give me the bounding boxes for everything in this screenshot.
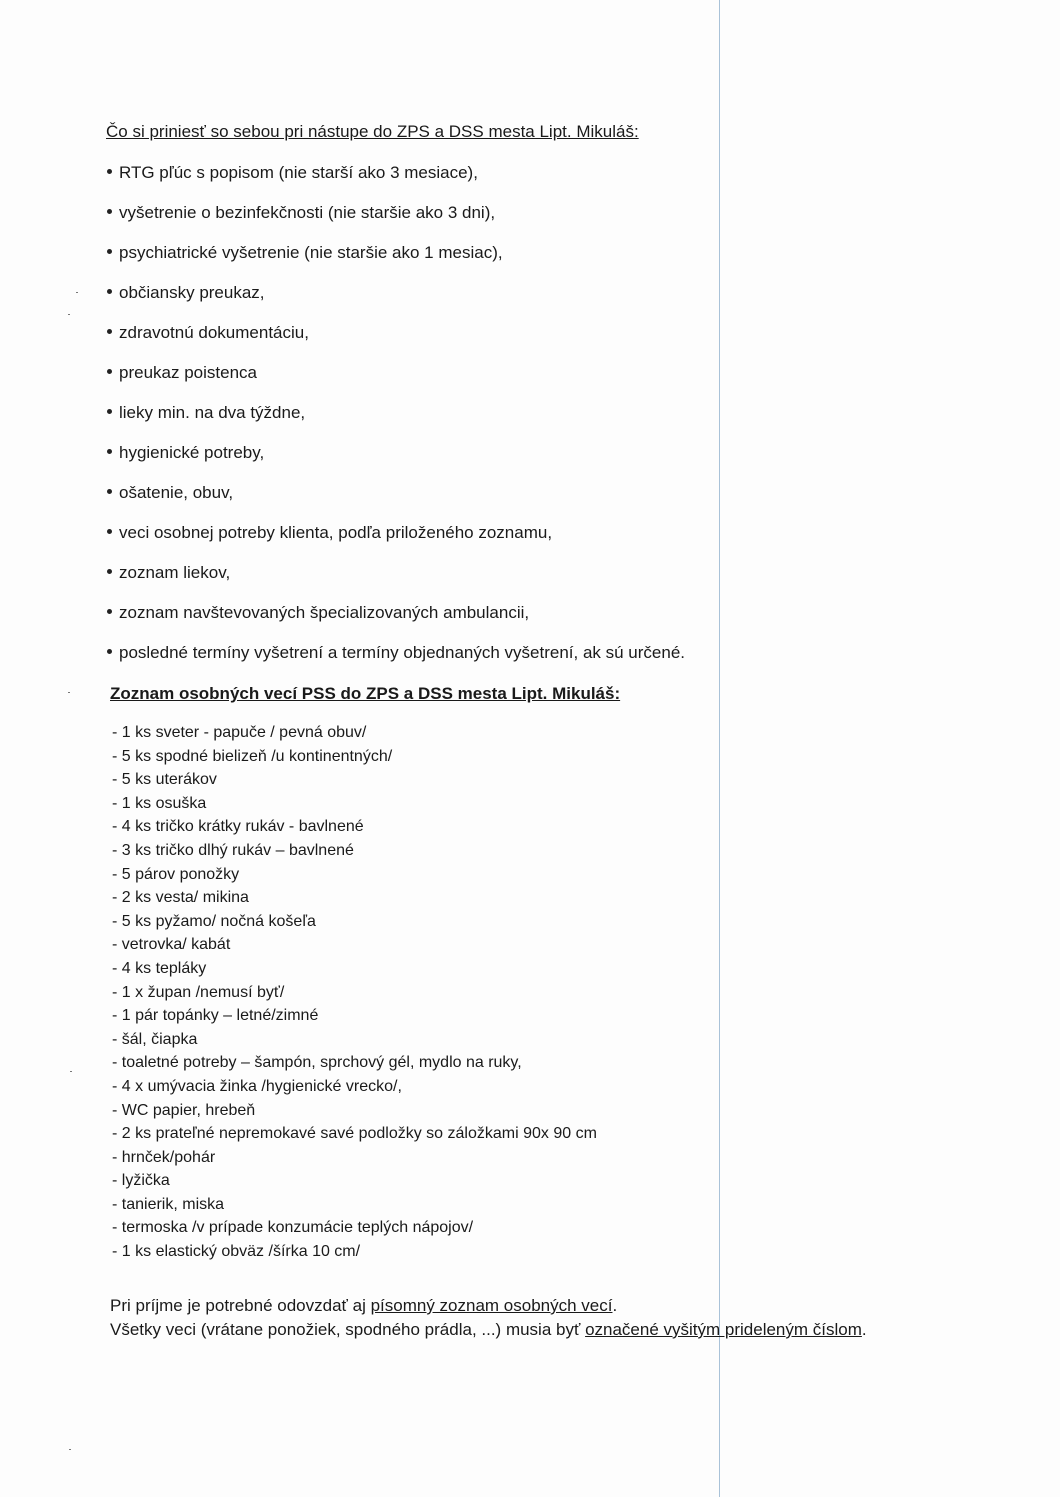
bullet-icon xyxy=(107,609,112,614)
bring-list-item-text: veci osobnej potreby klienta, podľa priloženého zoznamu, xyxy=(119,523,553,542)
bring-list-item-text: preukaz poistenca xyxy=(119,363,257,382)
bring-list-item xyxy=(107,640,685,680)
bring-list-item xyxy=(107,400,685,440)
footer-line-2-text: Všetky veci (vrátane ponožiek, spodného prádla, ...) musia byť xyxy=(110,1320,586,1339)
personal-item: - 4 ks tepláky xyxy=(112,959,207,977)
scan-fold-line xyxy=(719,0,720,1497)
personal-item: - 4 x umývacia žinka /hygienické vrecko/, xyxy=(112,1077,402,1095)
bring-list-item-text: zoznam navštevovaných špecializovaných ambulancii, xyxy=(119,603,530,622)
bring-list-item-text: RTG pľúc s popisom (nie starší ako 3 mesiace), xyxy=(119,163,478,182)
personal-item: - 5 ks spodné bielizeň /u kontinentných/ xyxy=(112,747,393,765)
bring-list-item xyxy=(107,280,685,320)
bring-list-item-text: zdravotnú dokumentáciu, xyxy=(119,323,309,342)
bullet-icon xyxy=(107,649,112,654)
bring-list-item xyxy=(107,160,685,200)
personal-item: - 4 ks tričko krátky rukáv - bavlnené xyxy=(112,818,364,836)
personal-item: - 1 x župan /nemusí byť/ xyxy=(112,983,285,1001)
personal-item: - 5 ks pyžamo/ nočná košeľa xyxy=(112,912,316,930)
scan-speck xyxy=(70,1071,72,1072)
bring-list-item xyxy=(107,560,685,600)
personal-items-list xyxy=(112,721,597,1264)
personal-item: - vetrovka/ kabát xyxy=(112,936,231,954)
personal-item: - 5 párov ponožky xyxy=(112,865,240,883)
personal-item: - tanierik, miska xyxy=(112,1195,225,1213)
bring-list-item xyxy=(107,200,685,240)
bring-list-item xyxy=(107,520,685,560)
personal-item: - 2 ks vesta/ mikina xyxy=(112,889,249,907)
bring-list xyxy=(107,160,685,680)
bullet-icon xyxy=(107,249,112,254)
scan-speck xyxy=(69,1449,71,1450)
bullet-icon xyxy=(107,209,112,214)
personal-item: - hrnček/pohár xyxy=(112,1148,216,1166)
bring-list-item-text: zoznam liekov, xyxy=(119,563,231,582)
bullet-icon xyxy=(107,289,112,294)
footer-line-2-end: . xyxy=(861,1320,867,1339)
personal-item: - toaletné potreby – šampón, sprchový gél, mydlo na ruky, xyxy=(112,1054,522,1072)
bullet-icon xyxy=(107,449,112,454)
bring-list-item xyxy=(107,440,685,480)
footer-line-1-text: Pri príjme je potrebné odovzdať aj xyxy=(110,1296,371,1315)
bring-list-item-text: občiansky preukaz, xyxy=(119,283,265,302)
bullet-icon xyxy=(107,329,112,334)
footer-line-2 xyxy=(110,1318,867,1342)
bullet-icon xyxy=(107,529,112,534)
personal-item: - lyžička xyxy=(112,1172,170,1190)
bring-list-item-text: lieky min. na dva týždne, xyxy=(119,403,306,422)
bullet-icon xyxy=(107,489,112,494)
personal-item: - 1 ks osuška xyxy=(112,794,207,812)
scan-speck xyxy=(68,692,70,693)
personal-item: - WC papier, hrebeň xyxy=(112,1101,256,1119)
footer-note xyxy=(110,1294,867,1342)
bring-list-item-text: hygienické potreby, xyxy=(119,443,265,462)
bullet-icon xyxy=(107,369,112,374)
personal-item: - šál, čiapka xyxy=(112,1030,198,1048)
personal-item: - 1 pár topánky – letné/zimné xyxy=(112,1007,319,1025)
bring-list-item xyxy=(107,480,685,520)
bring-list-item-text: ošatenie, obuv, xyxy=(119,483,234,502)
scan-speck xyxy=(68,314,70,315)
personal-item: - 1 ks elastický obväz /šírka 10 cm/ xyxy=(112,1243,361,1261)
heading-personal-items: Zoznam osobných vecí PSS do ZPS a DSS mesta Lipt. Mikuláš: xyxy=(110,684,621,703)
scan-speck xyxy=(76,292,78,293)
personal-item: - 5 ks uterákov xyxy=(112,771,217,789)
bullet-icon xyxy=(107,569,112,574)
bullet-icon xyxy=(107,409,112,414)
footer-line-1 xyxy=(110,1294,867,1318)
personal-item: - 3 ks tričko dlhý rukáv – bavlnené xyxy=(112,841,354,859)
footer-line-1-end: . xyxy=(612,1296,618,1315)
footer-line-2-underlined: označené vyšitým prideleným číslom xyxy=(585,1320,862,1339)
footer-line-1-underlined: písomný zoznam osobných vecí xyxy=(370,1296,613,1315)
heading-what-to-bring: Čo si priniesť so sebou pri nástupe do ZPS a DSS mesta Lipt. Mikuláš: xyxy=(106,122,639,141)
personal-item: - 2 ks prateľné nepremokavé savé podložky so záložkami 90x 90 cm xyxy=(112,1125,597,1143)
bring-list-item-text: psychiatrické vyšetrenie (nie staršie ako 1 mesiac), xyxy=(119,243,503,262)
bring-list-item xyxy=(107,240,685,280)
personal-item: - termoska /v prípade konzumácie teplých nápojov/ xyxy=(112,1219,474,1237)
bring-list-item-text: posledné termíny vyšetrení a termíny objednaných vyšetrení, ak sú určené. xyxy=(119,643,686,662)
bring-list-item-text: vyšetrenie o bezinfekčnosti (nie staršie ako 3 dni), xyxy=(119,203,496,222)
bullet-icon xyxy=(107,169,112,174)
bring-list-item xyxy=(107,320,685,360)
bring-list-item xyxy=(107,360,685,400)
bring-list-item xyxy=(107,600,685,640)
personal-item: - 1 ks sveter - papuče / pevná obuv/ xyxy=(112,724,367,741)
